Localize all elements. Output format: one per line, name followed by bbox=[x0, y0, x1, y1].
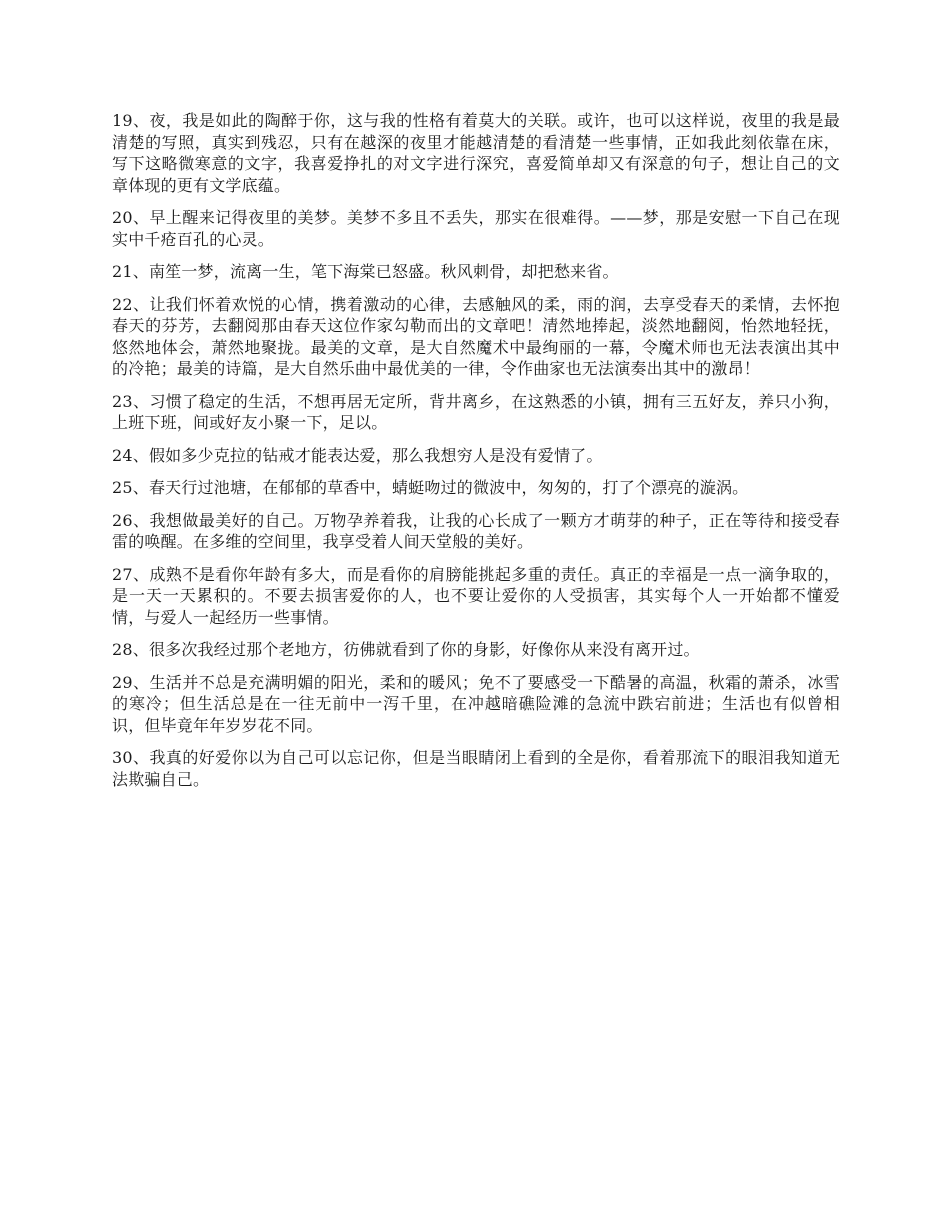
paragraph-30: 30、我真的好爱你以为自己可以忘记你，但是当眼睛闭上看到的全是你，看着那流下的眼泪我知道无法欺骗自己。 bbox=[112, 748, 840, 789]
paragraph-24: 24、假如多少克拉的钻戒才能表达爱，那么我想穷人是没有爱情了。 bbox=[112, 445, 603, 465]
paragraph-26: 26、我想做最美好的自己。万物孕养着我，让我的心长成了一颗方才萌芽的种子，正在等待和接受春雷的唤醒。在多维的空间里，我享受着人间天堂般的美好。 bbox=[112, 510, 840, 551]
paragraph-22: 22、让我们怀着欢悦的心情，携着激动的心律，去感触风的柔，雨的润，去享受春天的柔情，去怀抱春天的芬芳，去翻阅那由春天这位作家勾勒而出的文章吧！清然地捧起，淡然地翻阅，怡然地轻抚，悠然地体会，萧然地聚拢。最美的文章，是大自然魔术中最绚丽的一幕，令魔术师也无法表演出其中的冷艳；最美的诗篇，是大自然乐曲中最优美的一律，令作曲家也无法演奏出其中的激昂！ bbox=[112, 294, 840, 378]
paragraph-25: 25、春天行过池塘，在郁郁的草香中，蜻蜓吻过的微波中，匆匆的，打了个漂亮的漩涡。 bbox=[112, 478, 749, 497]
paragraph-20: 20、早上醒来记得夜里的美梦。美梦不多且不丢失，那实在很难得。——梦，那是安慰一下自己在现实中千疮百孔的心灵。 bbox=[112, 208, 840, 249]
paragraph-19: 19、夜，我是如此的陶醉于你，这与我的性格有着莫大的关联。或许，也可以这样说，夜里的我是最清楚的写照，真实到残忍，只有在越深的夜里才能越清楚的看清楚一些事情，正如我此刻依靠在床，写下这略微寒意的文字，我喜爱挣扎的对文字进行深究，喜爱简单却又有深意的句子，想让自己的文章体现的更有文学底蕴。 bbox=[112, 111, 840, 195]
paragraph-23: 23、习惯了稳定的生活，不想再居无定所，背井离乡，在这熟悉的小镇，拥有三五好友，养只小狗，上班下班，间或好友小聚一下，足以。 bbox=[112, 391, 840, 432]
paragraph-21: 21、南笙一梦，流离一生，笔下海棠已怒盛。秋风刺骨，却把愁来省。 bbox=[112, 262, 619, 281]
document-body bbox=[112, 110, 840, 801]
paragraph-27: 27、成熟不是看你年龄有多大，而是看你的肩膀能挑起多重的责任。真正的幸福是一点一滴争取的，是一天一天累积的。不要去损害爱你的人，也不要让爱你的人受损害，其实每个人一开始都不懂爱情，与爱人一起经历一些事情。 bbox=[112, 564, 840, 627]
paragraph-29: 29、生活并不总是充满明媚的阳光，柔和的暖风；免不了要感受一下酷暑的高温，秋霜的萧杀，冰雪的寒冷；但生活总是在一往无前中一泻千里，在冲越暗礁险滩的急流中跌宕前进；生活也有似曾相识，但毕竟年年岁岁花不同。 bbox=[112, 672, 840, 735]
paragraph-28: 28、很多次我经过那个老地方，彷佛就看到了你的身影，好像你从来没有离开过。 bbox=[112, 640, 700, 659]
